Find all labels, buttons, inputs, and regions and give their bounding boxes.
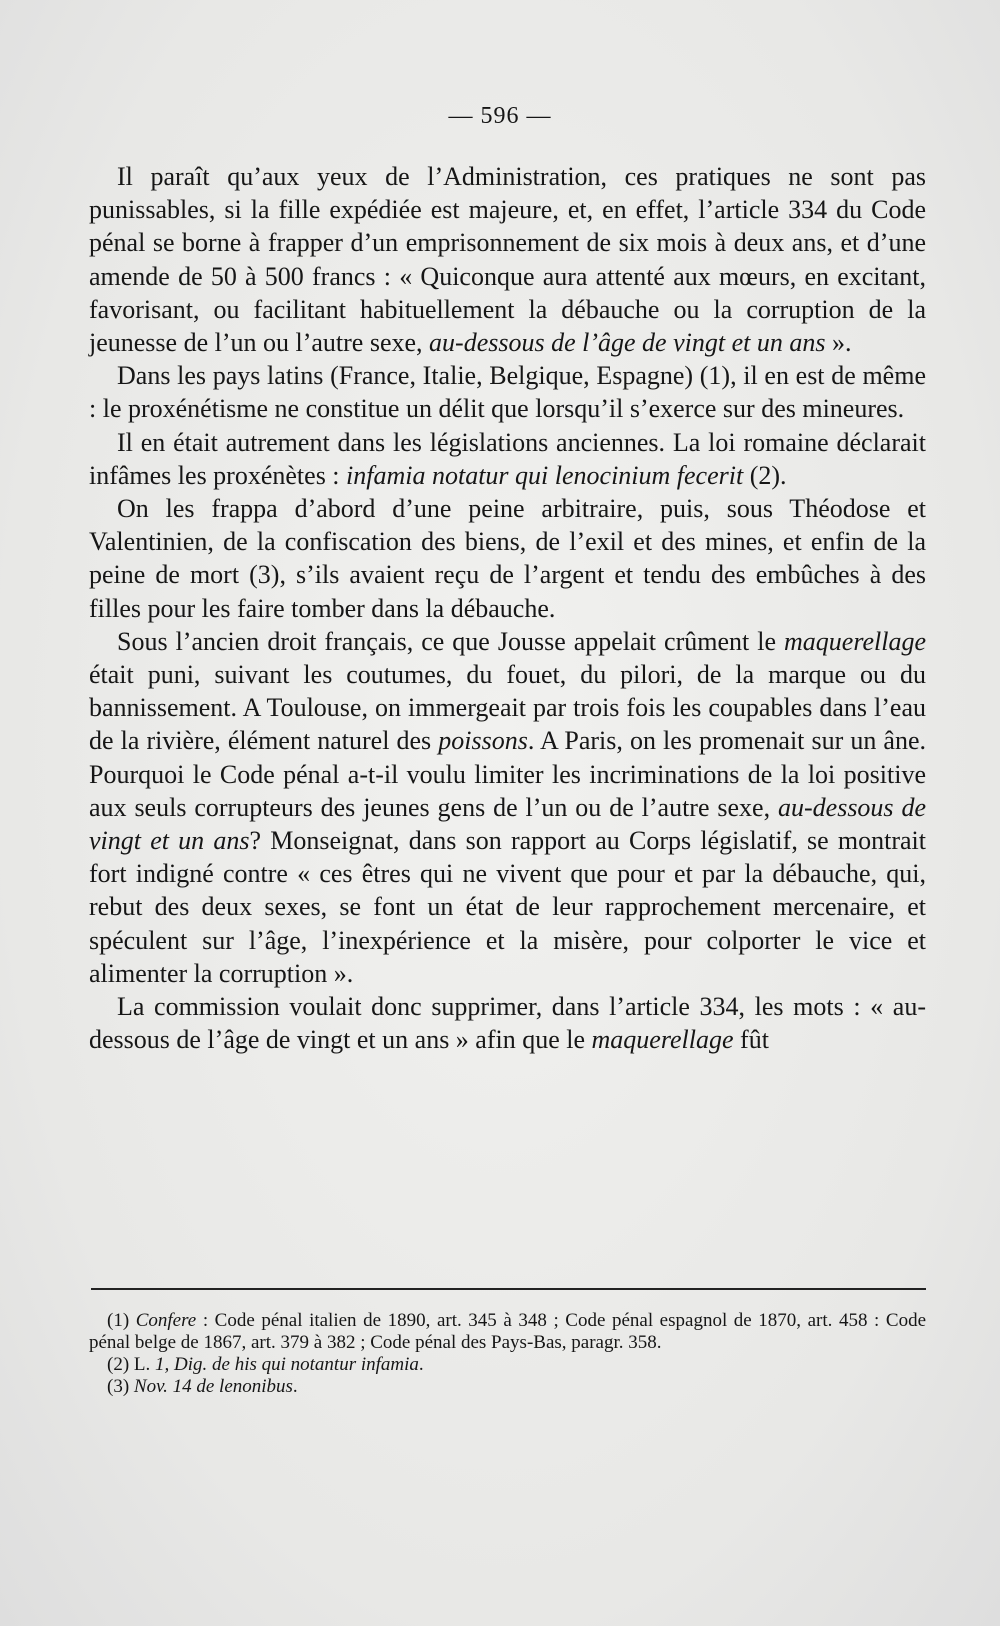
text-run: était puni, suivant les coutumes, du fouet, du pilori, de la marque ou du bannissement. A Toulouse, on immergeait par trois fois les coupables dans l’eau de la rivière, élément naturel des bbox=[89, 660, 926, 756]
italic-text: au-dessous de vingt et un ans bbox=[89, 792, 926, 856]
italic-text: au-dessous de l’âge de vingt et un ans bbox=[429, 328, 826, 358]
paragraph bbox=[89, 990, 926, 1056]
paragraph bbox=[89, 160, 926, 359]
italic-text: maquerellage bbox=[784, 626, 926, 656]
page-number: — 596 — bbox=[448, 103, 552, 129]
main-text bbox=[89, 160, 926, 1056]
footnote-divider bbox=[91, 1288, 926, 1290]
text-run: . bbox=[418, 1354, 424, 1375]
text-run: La commission voulait donc supprimer, dans l’article 334, les mots : « au-dessous de l’âge de vingt et un ans » afin que le bbox=[89, 992, 926, 1055]
text-run: (2). bbox=[743, 460, 787, 490]
text-run: Sous l’ancien droit français, ce que Jousse appelait crûment le bbox=[117, 626, 784, 656]
text-run: (3) bbox=[107, 1376, 134, 1397]
italic-text: maquerellage bbox=[591, 1025, 734, 1055]
text-run: ». bbox=[825, 328, 852, 358]
text-run: : Code pénal italien de 1890, art. 345 à 348 ; Code pénal espagnol de 1870, art. 458 : Code pénal belge de 1867, art. 379 à 382 ; Code pénal des Pays-Bas, paragr. 358. bbox=[89, 1310, 927, 1353]
paragraph bbox=[89, 492, 926, 625]
italic-text: Confere bbox=[135, 1310, 197, 1331]
text-run: Dans les pays latins (France, Italie, Belgique, Espagne) (1), il en est de même : le proxénétisme ne constitue un délit que lorsqu’il s’exerce sur des mineures. bbox=[89, 361, 926, 424]
text-run: Il en était autrement dans les législations anciennes. La loi romaine déclarait infâmes les proxénètes : bbox=[89, 427, 926, 490]
footnote bbox=[89, 1354, 926, 1376]
italic-text: infamia notatur qui lenocinium fecerit bbox=[346, 460, 744, 490]
footnotes bbox=[89, 1310, 926, 1398]
italic-text: 1, Dig. de his qui notantur infamia bbox=[155, 1354, 419, 1375]
paragraph bbox=[89, 625, 926, 990]
italic-text: poissons bbox=[438, 726, 528, 756]
text-run: (2) L. bbox=[107, 1354, 156, 1375]
paragraph bbox=[89, 359, 926, 425]
text-run: On les frappa d’abord d’une peine arbitraire, puis, sous Théodose et Valentinien, de la confiscation des biens, de l’exil et des mines, et enfin de la peine de mort (3), s’ils avaient reçu de l’argent et tendu des embûches à des filles pour les faire tomber dans la débauche. bbox=[89, 494, 926, 623]
text-run: Il paraît qu’aux yeux de l’Administration, ces pratiques ne sont pas punissables, si la fille expédiée est majeure, et, en effet, l’article 334 du Code pénal se borne à frapper d’un emprisonnement de six mois à deux ans, et d’une amende de 50 à 500 francs : « Quiconque aura attenté aux mœurs, en excitant, favorisant, ou facilitant habituellement la débauche ou la corruption de la jeunesse de l’un ou l’autre sexe, bbox=[89, 162, 926, 358]
text-run: . bbox=[292, 1376, 298, 1397]
text-run: fût bbox=[733, 1025, 769, 1055]
italic-text: Nov. 14 de lenonibus bbox=[133, 1376, 293, 1397]
text-run: ? Monseignat, dans son rapport au Corps législatif, se montrait fort indigné contre « ces êtres qui ne vivent que pour et par la débauche, qui, rebut des deux sexes, se font un état de leur rapprochement mercenaire, et spéculent sur l’âge, l’inexpérience et la misère, pour colporter le vice et alimenter la corruption ». bbox=[89, 826, 926, 988]
footnote bbox=[89, 1310, 926, 1354]
text-run: (1) bbox=[107, 1310, 136, 1331]
paragraph bbox=[89, 426, 926, 492]
footnote bbox=[89, 1376, 926, 1398]
text-run: . A Paris, on les promenait sur un âne. Pourquoi le Code pénal a-t-il voulu limiter les incriminations de la loi positive aux seuls corrupteurs des jeunes gens de l’un ou de l’autre sexe, bbox=[89, 726, 926, 822]
